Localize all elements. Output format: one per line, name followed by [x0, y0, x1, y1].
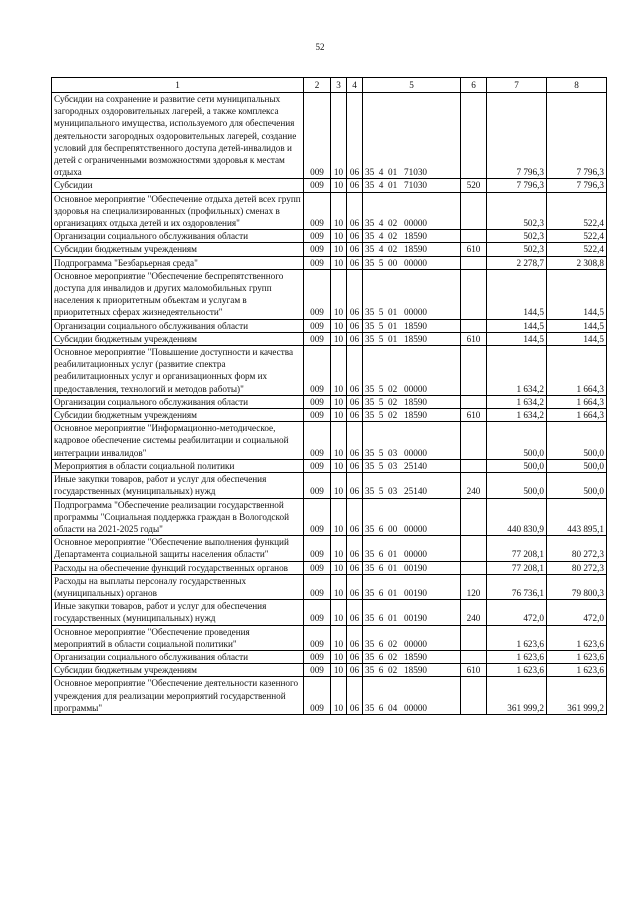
amount-2023-cell: 79 800,3 — [547, 574, 607, 599]
expense-type-cell — [461, 192, 487, 230]
expense-type-cell: 120 — [461, 574, 487, 599]
admin-code-cell: 009 — [304, 192, 331, 230]
section-cell: 10 — [331, 625, 347, 650]
table-row — [52, 625, 607, 650]
amount-2022-cell: 500,0 — [487, 459, 547, 472]
amount-2022-cell: 472,0 — [487, 600, 547, 625]
row-name-cell: Основное мероприятие "Обеспечение беспрепятственного доступа для инвалидов и других маломобильных групп населения к приоритетным объектам и услугам в приоритетных сферах жизнедеятельности" — [52, 269, 304, 319]
expense-type-cell — [461, 677, 487, 715]
header-cell: 7 — [487, 78, 547, 93]
section-cell: 10 — [331, 395, 347, 408]
subsection-cell: 06 — [347, 332, 363, 345]
amount-2022-cell: 502,3 — [487, 230, 547, 243]
amount-2023-cell: 361 999,2 — [547, 677, 607, 715]
section-cell: 10 — [331, 498, 347, 536]
subsection-cell: 06 — [347, 561, 363, 574]
admin-code-cell: 009 — [304, 677, 331, 715]
subsection-cell: 06 — [347, 243, 363, 256]
target-article-cell: 35 6 01 00190 — [363, 600, 461, 625]
table-row — [52, 192, 607, 230]
expense-type-cell — [461, 346, 487, 396]
admin-code-cell: 009 — [304, 473, 331, 498]
section-cell: 10 — [331, 409, 347, 422]
header-cell: 4 — [347, 78, 363, 93]
expense-type-cell: 610 — [461, 664, 487, 677]
amount-2022-cell: 144,5 — [487, 332, 547, 345]
amount-2023-cell: 2 308,8 — [547, 256, 607, 269]
amount-2023-cell: 1 623,6 — [547, 650, 607, 663]
section-cell: 10 — [331, 473, 347, 498]
admin-code-cell: 009 — [304, 664, 331, 677]
section-cell: 10 — [331, 600, 347, 625]
table-row — [52, 574, 607, 599]
admin-code-cell: 009 — [304, 346, 331, 396]
section-cell: 10 — [331, 574, 347, 599]
amount-2023-cell: 144,5 — [547, 332, 607, 345]
expense-type-cell: 610 — [461, 243, 487, 256]
row-name-cell: Субсидии бюджетным учреждениям — [52, 409, 304, 422]
target-article-cell: 35 5 02 18590 — [363, 409, 461, 422]
target-article-cell: 35 4 02 00000 — [363, 192, 461, 230]
amount-2022-cell: 502,3 — [487, 243, 547, 256]
table-row — [52, 319, 607, 332]
section-cell: 10 — [331, 650, 347, 663]
amount-2023-cell: 1 623,6 — [547, 664, 607, 677]
table-row — [52, 93, 607, 179]
expense-type-cell: 240 — [461, 600, 487, 625]
target-article-cell: 35 5 01 18590 — [363, 319, 461, 332]
table-row — [52, 395, 607, 408]
table-row — [52, 256, 607, 269]
expense-type-cell — [461, 269, 487, 319]
row-name-cell: Основное мероприятие "Обеспечение отдыха детей всех групп здоровья на специализированных (профильных) сменах в организациях отдыха детей и их оздоровления" — [52, 192, 304, 230]
subsection-cell: 06 — [347, 473, 363, 498]
section-cell: 10 — [331, 332, 347, 345]
row-name-cell: Расходы на обеспечение функций государственных органов — [52, 561, 304, 574]
admin-code-cell: 009 — [304, 422, 331, 460]
subsection-cell: 06 — [347, 664, 363, 677]
row-name-cell: Расходы на выплаты персоналу государственных (муниципальных) органов — [52, 574, 304, 599]
admin-code-cell: 009 — [304, 332, 331, 345]
admin-code-cell: 009 — [304, 269, 331, 319]
subsection-cell: 06 — [347, 498, 363, 536]
table-header-row — [52, 78, 607, 93]
amount-2023-cell: 80 272,3 — [547, 561, 607, 574]
table-row — [52, 409, 607, 422]
section-cell: 10 — [331, 93, 347, 179]
admin-code-cell: 009 — [304, 459, 331, 472]
row-name-cell: Основное мероприятие "Обеспечение проведения мероприятий в области социальной политики" — [52, 625, 304, 650]
amount-2023-cell: 144,5 — [547, 269, 607, 319]
subsection-cell: 06 — [347, 459, 363, 472]
amount-2022-cell: 1 634,2 — [487, 346, 547, 396]
target-article-cell: 35 5 03 25140 — [363, 473, 461, 498]
expense-type-cell — [461, 498, 487, 536]
admin-code-cell: 009 — [304, 243, 331, 256]
admin-code-cell: 009 — [304, 409, 331, 422]
admin-code-cell: 009 — [304, 395, 331, 408]
header-cell: 2 — [304, 78, 331, 93]
table-row — [52, 600, 607, 625]
admin-code-cell: 009 — [304, 536, 331, 561]
section-cell: 10 — [331, 179, 347, 192]
subsection-cell: 06 — [347, 179, 363, 192]
expense-type-cell — [461, 650, 487, 663]
amount-2023-cell: 500,0 — [547, 422, 607, 460]
table-row — [52, 269, 607, 319]
row-name-cell: Организации социального обслуживания области — [52, 230, 304, 243]
row-name-cell: Организации социального обслуживания области — [52, 319, 304, 332]
expense-type-cell — [461, 625, 487, 650]
target-article-cell: 35 5 02 18590 — [363, 395, 461, 408]
row-name-cell: Субсидии — [52, 179, 304, 192]
amount-2023-cell: 80 272,3 — [547, 536, 607, 561]
amount-2022-cell: 76 736,1 — [487, 574, 547, 599]
admin-code-cell: 009 — [304, 600, 331, 625]
amount-2022-cell: 1 634,2 — [487, 395, 547, 408]
amount-2023-cell: 522,4 — [547, 192, 607, 230]
row-name-cell: Субсидии бюджетным учреждениям — [52, 664, 304, 677]
page-number: 52 — [315, 42, 325, 52]
subsection-cell: 06 — [347, 574, 363, 599]
section-cell: 10 — [331, 561, 347, 574]
amount-2022-cell: 77 208,1 — [487, 536, 547, 561]
expense-type-cell: 610 — [461, 332, 487, 345]
amount-2022-cell: 7 796,3 — [487, 93, 547, 179]
subsection-cell: 06 — [347, 93, 363, 179]
amount-2022-cell: 7 796,3 — [487, 179, 547, 192]
amount-2023-cell: 1 664,3 — [547, 346, 607, 396]
target-article-cell: 35 4 01 71030 — [363, 93, 461, 179]
row-name-cell: Основное мероприятие "Обеспечение деятельности казенного учреждения для реализации мероприятий государственной программы" — [52, 677, 304, 715]
amount-2023-cell: 1 623,6 — [547, 625, 607, 650]
amount-2023-cell: 1 664,3 — [547, 395, 607, 408]
subsection-cell: 06 — [347, 422, 363, 460]
subsection-cell: 06 — [347, 230, 363, 243]
subsection-cell: 06 — [347, 395, 363, 408]
admin-code-cell: 009 — [304, 93, 331, 179]
admin-code-cell: 009 — [304, 625, 331, 650]
subsection-cell: 06 — [347, 536, 363, 561]
subsection-cell: 06 — [347, 269, 363, 319]
row-name-cell: Мероприятия в области социальной политики — [52, 459, 304, 472]
expense-type-cell — [461, 422, 487, 460]
table-row — [52, 650, 607, 663]
table-row — [52, 332, 607, 345]
table-row — [52, 677, 607, 715]
admin-code-cell: 009 — [304, 319, 331, 332]
section-cell: 10 — [331, 346, 347, 396]
row-name-cell: Организации социального обслуживания области — [52, 395, 304, 408]
subsection-cell: 06 — [347, 677, 363, 715]
table-row — [52, 498, 607, 536]
row-name-cell: Основное мероприятие "Информационно-методическое, кадровое обеспечение системы реабилитации и социальной интеграции инвалидов" — [52, 422, 304, 460]
target-article-cell: 35 6 00 00000 — [363, 498, 461, 536]
row-name-cell: Основное мероприятие "Повышение доступности и качества реабилитационных услуг (развитие спектра реабилитационных услуг и организационных форм их предоставления, технологий и методов работы)" — [52, 346, 304, 396]
target-article-cell: 35 6 02 18590 — [363, 664, 461, 677]
section-cell: 10 — [331, 422, 347, 460]
row-name-cell: Основное мероприятие "Обеспечение выполнения функций Департамента социальной защиты населения области" — [52, 536, 304, 561]
target-article-cell: 35 5 00 00000 — [363, 256, 461, 269]
amount-2022-cell: 77 208,1 — [487, 561, 547, 574]
section-cell: 10 — [331, 243, 347, 256]
expense-type-cell — [461, 256, 487, 269]
table-row — [52, 422, 607, 460]
amount-2023-cell: 443 895,1 — [547, 498, 607, 536]
expense-type-cell — [461, 459, 487, 472]
amount-2022-cell: 502,3 — [487, 192, 547, 230]
subsection-cell: 06 — [347, 319, 363, 332]
row-name-cell: Подпрограмма "Безбарьерная среда" — [52, 256, 304, 269]
amount-2022-cell: 500,0 — [487, 473, 547, 498]
amount-2023-cell: 1 664,3 — [547, 409, 607, 422]
amount-2023-cell: 472,0 — [547, 600, 607, 625]
amount-2022-cell: 144,5 — [487, 269, 547, 319]
expense-type-cell — [461, 395, 487, 408]
table-row — [52, 473, 607, 498]
table-row — [52, 664, 607, 677]
table-body — [52, 93, 607, 715]
amount-2023-cell: 522,4 — [547, 243, 607, 256]
target-article-cell: 35 6 02 00000 — [363, 625, 461, 650]
section-cell: 10 — [331, 192, 347, 230]
expense-type-cell — [461, 319, 487, 332]
amount-2022-cell: 144,5 — [487, 319, 547, 332]
amount-2022-cell: 1 623,6 — [487, 664, 547, 677]
amount-2022-cell: 1 623,6 — [487, 650, 547, 663]
admin-code-cell: 009 — [304, 179, 331, 192]
amount-2023-cell: 7 796,3 — [547, 93, 607, 179]
subsection-cell: 06 — [347, 256, 363, 269]
target-article-cell: 35 6 04 00000 — [363, 677, 461, 715]
section-cell: 10 — [331, 536, 347, 561]
target-article-cell: 35 5 01 00000 — [363, 269, 461, 319]
target-article-cell: 35 4 02 18590 — [363, 243, 461, 256]
admin-code-cell: 009 — [304, 650, 331, 663]
target-article-cell: 35 5 03 00000 — [363, 422, 461, 460]
row-name-cell: Субсидии бюджетным учреждениям — [52, 332, 304, 345]
table-row — [52, 561, 607, 574]
target-article-cell: 35 5 03 25140 — [363, 459, 461, 472]
amount-2022-cell: 440 830,9 — [487, 498, 547, 536]
amount-2022-cell: 2 278,7 — [487, 256, 547, 269]
target-article-cell: 35 5 02 00000 — [363, 346, 461, 396]
section-cell: 10 — [331, 319, 347, 332]
amount-2022-cell: 1 623,6 — [487, 625, 547, 650]
amount-2023-cell: 522,4 — [547, 230, 607, 243]
subsection-cell: 06 — [347, 600, 363, 625]
section-cell: 10 — [331, 459, 347, 472]
table-row — [52, 243, 607, 256]
target-article-cell: 35 4 01 71030 — [363, 179, 461, 192]
section-cell: 10 — [331, 230, 347, 243]
expense-type-cell — [461, 230, 487, 243]
admin-code-cell: 009 — [304, 230, 331, 243]
header-cell: 5 — [363, 78, 461, 93]
subsection-cell: 06 — [347, 409, 363, 422]
expense-type-cell: 520 — [461, 179, 487, 192]
row-name-cell: Субсидии бюджетным учреждениям — [52, 243, 304, 256]
admin-code-cell: 009 — [304, 561, 331, 574]
subsection-cell: 06 — [347, 650, 363, 663]
section-cell: 10 — [331, 664, 347, 677]
target-article-cell: 35 5 01 18590 — [363, 332, 461, 345]
subsection-cell: 06 — [347, 625, 363, 650]
header-cell: 8 — [547, 78, 607, 93]
amount-2022-cell: 361 999,2 — [487, 677, 547, 715]
admin-code-cell: 009 — [304, 574, 331, 599]
admin-code-cell: 009 — [304, 498, 331, 536]
section-cell: 10 — [331, 677, 347, 715]
table-row — [52, 179, 607, 192]
amount-2023-cell: 500,0 — [547, 473, 607, 498]
row-name-cell: Иные закупки товаров, работ и услуг для обеспечения государственных (муниципальных) нужд — [52, 600, 304, 625]
table-row — [52, 459, 607, 472]
target-article-cell: 35 6 01 00190 — [363, 561, 461, 574]
subsection-cell: 06 — [347, 192, 363, 230]
table-row — [52, 346, 607, 396]
subsection-cell: 06 — [347, 346, 363, 396]
expense-type-cell — [461, 561, 487, 574]
target-article-cell: 35 4 02 18590 — [363, 230, 461, 243]
section-cell: 10 — [331, 269, 347, 319]
target-article-cell: 35 6 01 00000 — [363, 536, 461, 561]
row-name-cell: Субсидии на сохранение и развитие сети муниципальных загородных оздоровительных лагерей, а также комплекса муниципального имущества, используемого для обеспечения деятельности загородных оздоровительных лагерей, создание условий для беспрепятственного доступа детей-инвалидов и детей с ограниченными возможностями здоровья к местам отдыха — [52, 93, 304, 179]
row-name-cell: Иные закупки товаров, работ и услуг для обеспечения государственных (муниципальных) нужд — [52, 473, 304, 498]
budget-table — [51, 77, 607, 715]
expense-type-cell: 610 — [461, 409, 487, 422]
target-article-cell: 35 6 01 00190 — [363, 574, 461, 599]
expense-type-cell: 240 — [461, 473, 487, 498]
amount-2022-cell: 500,0 — [487, 422, 547, 460]
row-name-cell: Организации социального обслуживания области — [52, 650, 304, 663]
section-cell: 10 — [331, 256, 347, 269]
admin-code-cell: 009 — [304, 256, 331, 269]
row-name-cell: Подпрограмма "Обеспечение реализации государственной программы "Социальная поддержка граждан в Вологодской области на 2021-2025 годы" — [52, 498, 304, 536]
expense-type-cell — [461, 536, 487, 561]
amount-2023-cell: 500,0 — [547, 459, 607, 472]
amount-2023-cell: 144,5 — [547, 319, 607, 332]
expense-type-cell — [461, 93, 487, 179]
target-article-cell: 35 6 02 18590 — [363, 650, 461, 663]
amount-2023-cell: 7 796,3 — [547, 179, 607, 192]
amount-2022-cell: 1 634,2 — [487, 409, 547, 422]
header-cell: 6 — [461, 78, 487, 93]
header-cell: 3 — [331, 78, 347, 93]
table-row — [52, 230, 607, 243]
header-cell: 1 — [52, 78, 304, 93]
table-row — [52, 536, 607, 561]
